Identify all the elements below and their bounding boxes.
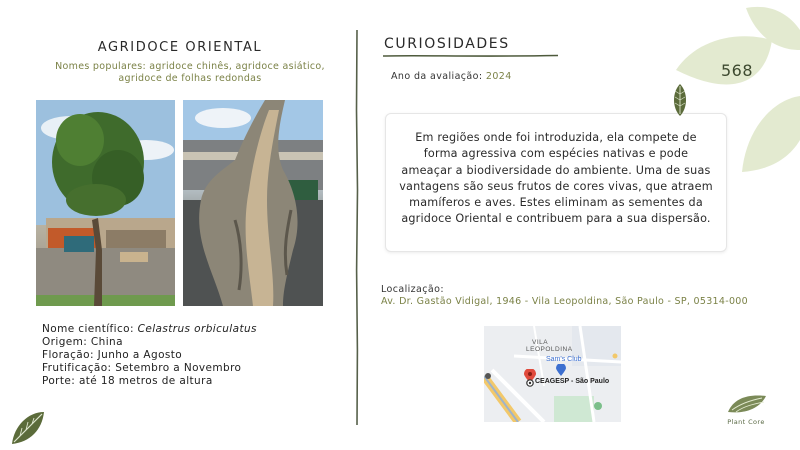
location-label: Localização: <box>381 284 444 295</box>
map-place-label: CEAGESP - São Paulo <box>535 378 610 385</box>
map-district-line1: VILA <box>532 339 549 346</box>
fruiting-row: Frutificação: Setembro a Novembro <box>42 362 242 374</box>
evaluation-year <box>391 71 512 82</box>
tree-photo <box>36 100 175 306</box>
title-underline <box>383 54 558 58</box>
plant-title: AGRIDOCE ORIENTAL <box>97 40 263 55</box>
trunk-photo <box>183 100 323 306</box>
trunk-photo-illustration <box>183 100 323 306</box>
store-pin-icon <box>556 364 566 376</box>
plant-facts <box>42 323 342 388</box>
column-divider <box>355 30 359 425</box>
logo-name: Plant Core <box>727 418 765 426</box>
leaf-icon <box>8 408 48 448</box>
origin-row: Origem: China <box>42 336 123 348</box>
map-roads <box>484 326 621 422</box>
tree-photo-illustration <box>36 100 175 306</box>
map-district-line2: LEOPOLDINA <box>526 346 573 353</box>
size-row: Porte: até 18 metros de altura <box>42 375 213 387</box>
place-marker-icon <box>526 379 534 387</box>
location-map[interactable] <box>484 326 621 422</box>
year-value: 2024 <box>485 71 512 82</box>
flowering-row: Floração: Junho a Agosto <box>42 349 183 361</box>
count-badge: 568 <box>720 61 754 80</box>
scientific-name-label: Nome científico: <box>42 323 138 335</box>
year-label: Ano da avaliação: <box>391 71 486 82</box>
scientific-name-row <box>42 323 342 336</box>
popular-names-line1: Nomes populares: agridoce chinês, agridoce asiático, <box>55 61 325 72</box>
popular-names-line2: agridoce de folhas redondas <box>118 73 262 84</box>
curiosity-text: Em regiões onde foi introduzida, ela compete de forma agressiva com espécies nativas e pode ameaçar a biodiversidade do ambiente. Uma de suas vantagens são seus frutos de cores vivas, que atraem mamíferos e aves. Estes eliminam as sementes da agridoce Oriental e contribuem para a sua dispersão. <box>399 131 713 226</box>
curiosities-title: CURIOSIDADES <box>384 36 510 52</box>
popular-names <box>40 61 340 85</box>
small-leaf-icon <box>670 84 690 116</box>
scientific-name-value: Celastrus orbiculatus <box>137 323 257 335</box>
plant-core-logo-icon <box>726 392 768 416</box>
map-store-label: Sam's Club <box>546 356 582 363</box>
location-address: Av. Dr. Gastão Vidigal, 1946 - Vila Leopoldina, São Paulo - SP, 05314-000 <box>381 296 748 307</box>
